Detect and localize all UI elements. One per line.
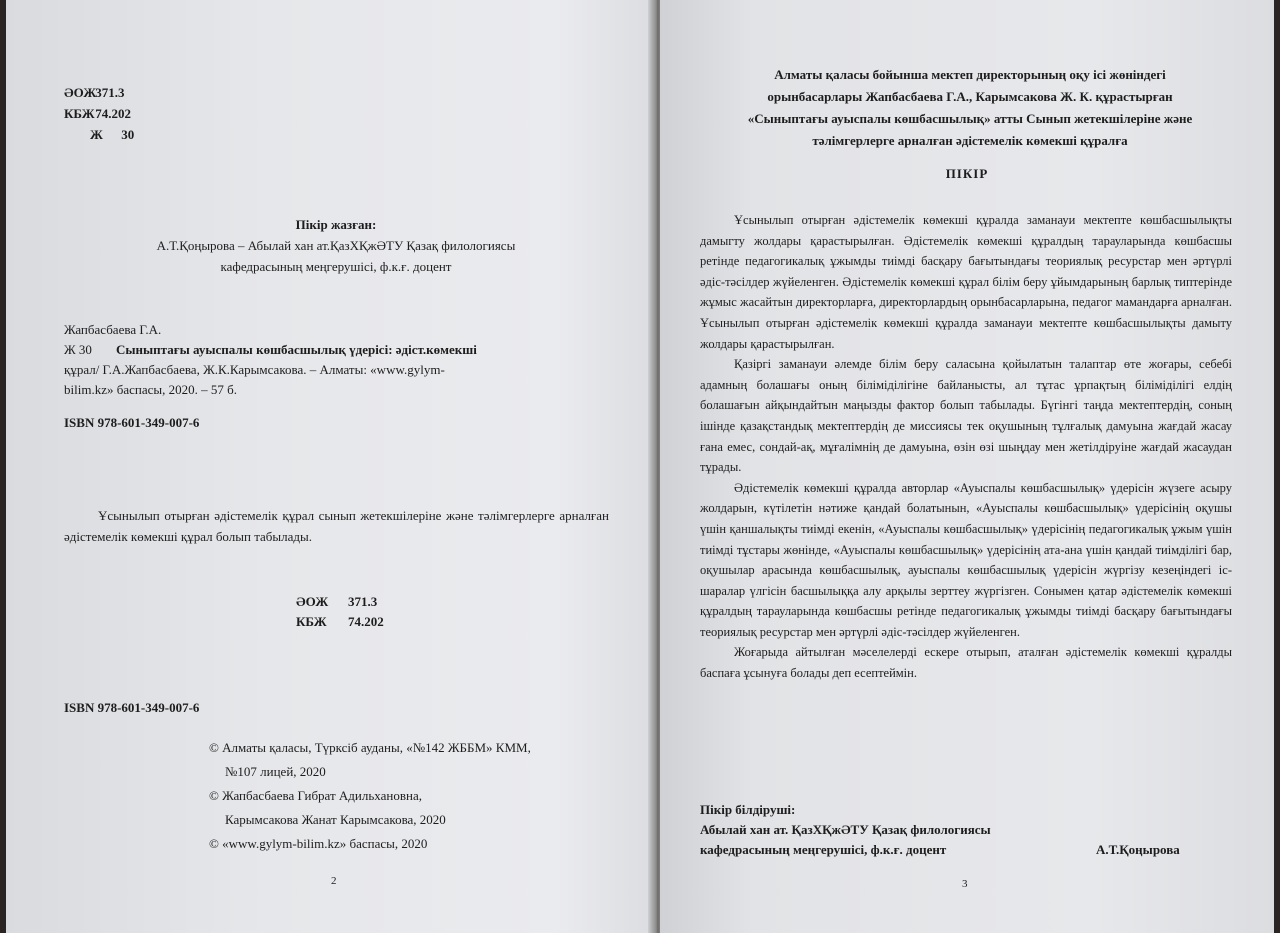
copyright-line: © Алматы қаласы, Түрксіб ауданы, «№142 ЖББМ» КММ,	[209, 740, 531, 755]
classification-line: Ж 30	[90, 127, 135, 142]
review-paragraph: Қазіргі заманауи әлемде білім беру саласына қойылатын талаптар өте жоғары, себебі адамның болашағы оның біліміділігіне байланысты, ал тұтас ұрпақтың біліміділігі елдің болашағын айқындайтын маңызды фактор болып табылады. Бүгінгі таңда мектептердің, соның ішінде қазақстандық мектептердің де миссиясы тек оқушының тұлғалық дамуына жағдай жасау ғана емес, сондай-ақ, мұғалімнің де дамуына, өзін өзі шыңдау мен жетілдіруіне жағдай жасаудан тұрады.	[700, 357, 1232, 475]
classification-line: ӘОЖ 371.3	[64, 85, 125, 100]
review-title: ПІКІР	[945, 166, 989, 181]
signer-line: кафедрасының меңгерушісі, ф.к.ғ. доцент	[700, 842, 947, 857]
classification-block	[64, 82, 134, 145]
copyright-line: © «www.gylym-bilim.kz» баспасы, 2020	[209, 836, 428, 851]
recommendation-text: Ұсынылып отырған әдістемелік құрал сынып жетекшілеріне және тәлімгерлерге арналған әдістемелік көмекші құрал болып табылады.	[64, 508, 609, 544]
reviewer-line: кафедрасының меңгерушісі, ф.к.ғ. доцент	[220, 259, 452, 274]
catalog-title-line: Ж 30 Сыныптағы ауыспалы көшбасшылық үдерісі: әдіст.көмекші	[64, 342, 477, 357]
catalog-line: bilim.kz» баспасы, 2020. – 57 б.	[64, 382, 237, 397]
reviewer-line: А.Т.Қоңырова – Абылай хан ат.ҚазХҚжӘТУ Қазақ филологиясы	[156, 238, 516, 253]
review-paragraph: Әдістемелік көмекші құралда авторлар «Ауыспалы көшбасшылық» үдерісін жүзеге асыру жолдарын, күтілетін нәтиже қандай болатынын, «Ауыспалы көшбасшылық» үдерісінің оқушы үшін қаншалықты тиімді екенін, «Ауыспалы көшбасшылық» үдерісінің педагогикалық ұжым үшін тиімді тұстары жөнінде, «Ауыспалы көшбасшылық» үдерісінің ата-ана үшін қандай тиімділігі бар, оқушылар арасында көшбасшылық, ауыспалы көшбасшылық үдерісін жүргізу кезеңіндегі іс-шаралар үлгісін басшылыққа алу арқылы зерттеу жүргізген. Сонымен қатар әдістемелік көмекші құралдың тарауларында көшбасшы ретінде педагогикалық ұжымды тиімді басқару бағытындағы теориялық ресурстар мен әртүрлі әдіс-тәсілдер жүйеленген.	[700, 480, 1232, 639]
isbn-2: ISBN 978-601-349-007-6	[64, 700, 200, 715]
heading-line: тәлімгерлерге арналған әдістемелік көмекші құралға	[812, 133, 1128, 148]
signer-label: Пікір білдіруші:	[700, 802, 796, 817]
classification-line: КБЖ 74.202	[296, 614, 384, 629]
signer-name: А.Т.Қоңырова	[1096, 842, 1180, 857]
catalog-card	[64, 320, 609, 400]
reviewer-block	[6, 214, 666, 277]
classification-line: КБЖ 74.202	[64, 106, 131, 121]
copyright-block	[209, 736, 629, 856]
classification-line: ӘОЖ 371.3	[296, 594, 378, 609]
isbn: ISBN 978-601-349-007-6	[64, 415, 200, 430]
right-page	[660, 0, 1274, 933]
copyright-line: © Жапбасбаева Гибрат Адильхановна,	[209, 788, 422, 803]
signer-line: Абылай хан ат. ҚазХҚжӘТУ Қазақ филологиясы	[700, 822, 991, 837]
review-heading	[700, 64, 1240, 152]
heading-line: Алматы қаласы бойынша мектеп директорының оқу ісі жөніндегі	[774, 67, 1166, 82]
catalog-author: Жапбасбаева Г.А.	[64, 322, 162, 337]
page-number: 2	[331, 875, 337, 887]
signature-block	[700, 800, 1240, 860]
copyright-line: Карымсакова Жанат Карымсакова, 2020	[225, 812, 446, 827]
classification-block-2	[296, 592, 384, 632]
review-paragraph: Жоғарыда айтылған мәселелерді ескере отырып, аталған әдістемелік көмекші құралды баспаға ұсынуға болады деп есептеймін.	[700, 645, 1232, 681]
review-paragraph: Ұсынылып отырған әдістемелік көмекші құралда заманауи мектепте көшбасшылықты дамыгту жолдары қарастырылған. Әдістемелік көмекші құралдың тарауларында көшбасшы ретінде педагогикалық ұжымды тиімді басқару бағытындағы теориялық ресурстар мен әртүрлі әдіс-тәсілдер жүйеленген. Әдістемелік көмекші құрал білім беру ұйымдарының барлық типтерінде жұмыс жасайтын директорларға, директорлардың орынбасарларына, педагог мамандарға арналған. Ұсынылып отырған әдістемелік көмекші құралда заманауи мектепте көшбасшылықты дамыту жолдары қарастырылған.	[700, 213, 1232, 351]
heading-line: «Сыныптағы ауыспалы көшбасшылық» атты Сынып жетекшілеріне және	[747, 111, 1193, 126]
review-body	[700, 210, 1232, 684]
catalog-line: құрал/ Г.А.Жапбасбаева, Ж.К.Карымсакова. – Алматы: «www.gylym-	[64, 362, 445, 377]
page-number: 3	[962, 878, 968, 890]
review-label: Пікір жазған:	[295, 217, 377, 232]
copyright-line: №107 лицей, 2020	[225, 764, 326, 779]
heading-line: орынбасарлары Жапбасбаева Г.А., Карымсакова Ж. К. құрастырған	[767, 89, 1173, 104]
left-page	[6, 0, 654, 933]
